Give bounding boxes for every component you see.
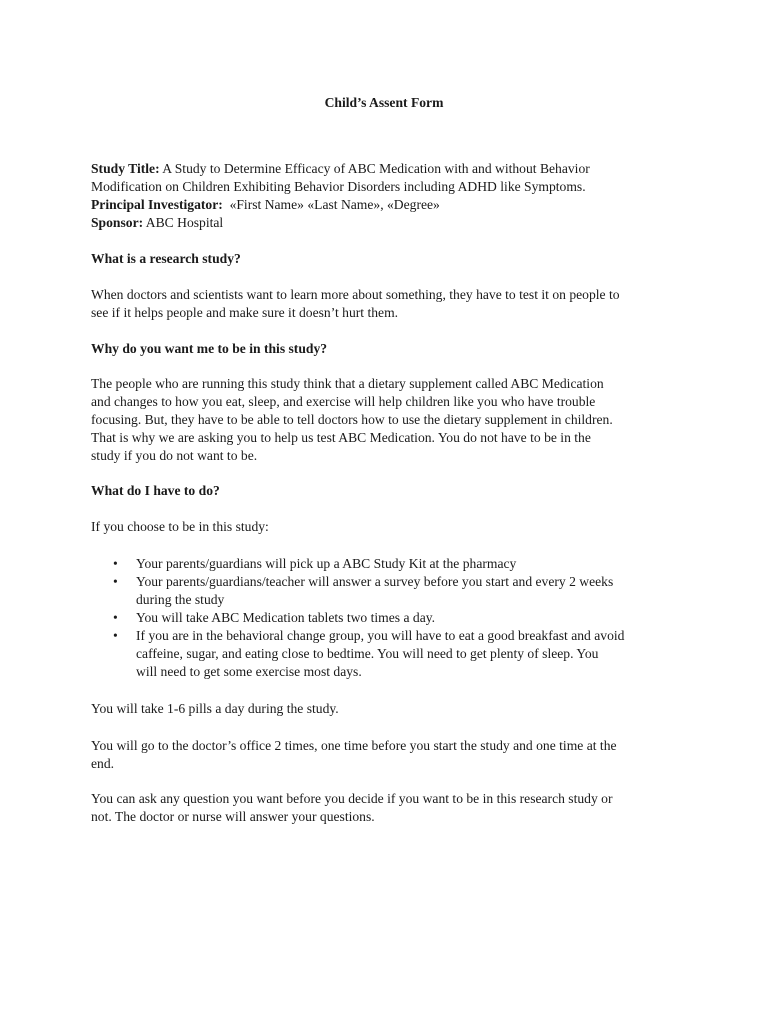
why-heading-block [91,340,691,358]
study-title-text: A Study to Determine Efficacy of ABC Medication with and without Behavior [162,161,590,176]
bullet-2-line-1: Your parents/guardians/teacher will answer a survey before you start and every 2 weeks [136,574,614,589]
why-heading: Why do you want me to be in this study? [91,341,328,356]
study-info [91,160,691,232]
list-item [91,573,711,609]
todo-bullet-list [91,555,711,681]
why-line-2: and changes to how you eat, sleep, and exercise will help children like you who have trouble [91,394,596,409]
why-line-3: focusing. But, they have to be able to tell doctors how to use the dietary supplement in children. [91,412,613,427]
visits-line-2: end. [91,756,115,771]
todo-intro: If you choose to be in this study: [91,519,269,534]
pills-paragraph [91,700,691,718]
research-line-2: see if it helps people and make sure it doesn’t hurt them. [91,305,399,320]
research-heading-block [91,250,691,268]
list-item [91,609,711,627]
bullet-icon: • [113,556,118,571]
bullet-1-text: Your parents/guardians will pick up a ABC Study Kit at the pharmacy [136,556,517,571]
pills-text: You will take 1-6 pills a day during the study. [91,701,339,716]
sponsor-value: ABC Hospital [145,215,224,230]
pi-value: «First Name» «Last Name», «Degree» [229,197,440,212]
principal-investigator-line [91,196,691,214]
visits-paragraph [91,737,691,773]
visits-line-1: You will go to the doctor’s office 2 times, one time before you start the study and one time at the [91,738,617,753]
bullet-3-text: You will take ABC Medication tablets two times a day. [136,610,436,625]
page-title: Child’s Assent Form [324,95,444,110]
sponsor-line [91,214,691,232]
why-line-1: The people who are running this study think that a dietary supplement called ABC Medication [91,376,604,391]
todo-heading-block [91,482,691,500]
todo-intro-block [91,518,691,536]
bullet-4-line-3: will need to get some exercise most days. [136,664,362,679]
questions-line-1: You can ask any question you want before you decide if you want to be in this research study or [91,791,613,806]
bullet-icon: • [113,628,118,643]
bullet-4-line-2: caffeine, sugar, and eating close to bedtime. You will need to get plenty of sleep. You [136,646,599,661]
sponsor-label: Sponsor: [91,215,144,230]
questions-line-2: not. The doctor or nurse will answer your questions. [91,809,375,824]
bullet-icon: • [113,610,118,625]
pi-label: Principal Investigator: [91,197,223,212]
why-line-5: study if you do not want to be. [91,448,258,463]
why-line-4: That is why we are asking you to help us test ABC Medication. You do not have to be in the [91,430,591,445]
research-heading: What is a research study? [91,251,241,266]
questions-paragraph [91,790,691,826]
study-title-label: Study Title: [91,161,160,176]
bullet-2-line-2: during the study [136,592,225,607]
todo-heading: What do I have to do? [91,483,220,498]
bullet-4-line-1: If you are in the behavioral change group, you will have to eat a good breakfast and avoid [136,628,625,643]
why-body [91,375,691,465]
list-item [91,555,711,573]
research-line-1: When doctors and scientists want to learn more about something, they have to test it on people to [91,287,620,302]
list-item [91,627,711,681]
research-body [91,286,691,322]
bullet-icon: • [113,574,118,589]
study-title-line [91,160,691,178]
study-title-line-2: Modification on Children Exhibiting Behavior Disorders including ADHD like Symptoms. [91,179,586,194]
